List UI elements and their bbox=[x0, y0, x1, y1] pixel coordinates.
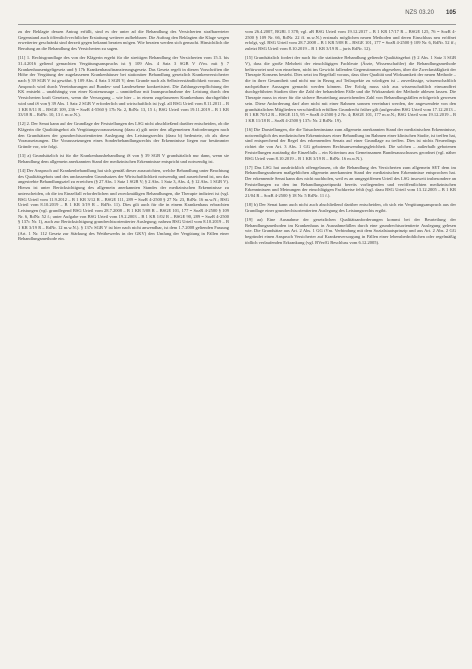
paragraph bbox=[18, 153, 229, 164]
paragraph bbox=[18, 29, 229, 52]
paragraph-text: Das LSG hat ausdrücklich offengelassen, ob die Behandlung des Versicherten zum allgemein SET dem im Behandlungsrahmen maßgeblichen allgemein anerkannten Stand der medizinischen Erkenntnisse entsprochen hat. Der erkennende Senat kann dies nicht nachholen, weil es an umgegriffenen Urteil des LSG insoweit insbesondere an Feststellungen zu den im Behandlungszeitpunkt bereits vorliegenden und veröffentlichten medizinischen Erkenntnissen und Meinungen der einschlägigen Fachkreise fehlt (vgl. dazu BSG Urteil vom 13.12.2005 – B 1 KR 21/04 R – SozR 4-2500 § 18 Nr. 5 RdNr. 11 f.). bbox=[245, 164, 456, 199]
paragraph-text: b) Der Senat kann auch nicht auch abschließend darüber entscheiden, ob sich ein Vergütungsanspruch aus der Grundlage einer grundrechtsorientierten Auslegung des Leistungsrechts ergibt. bbox=[245, 202, 456, 213]
paragraph-number: [16] bbox=[245, 127, 253, 133]
paragraph-number: [13] bbox=[18, 153, 26, 159]
text-columns bbox=[18, 29, 456, 249]
paragraph-text: aa) Eine Ausnahme der gesetzlichen Qualitätsanforderungen kommt bei der Beurteilung der Behandlungsmethoden im Krankenhaus in Ausnahmefällen durch eine grundrechtsorientierte Auslegung gelesen wie. Die Grundsätze aus Art. 2 Abs. 1 GG iVm. Verbindung mit dem Sozialstaatsprinzip und aus Art. 2 Abs. 2 GG begründet einen Anspruch Versicherter auf Krankenversorgung in Fällen einer lebensbedrohlichen oder regelmäßig tödlich verlaufenden Erkrankung (vgl. BVerfG Beschluss vom 6.12.2005). bbox=[245, 217, 456, 245]
paragraph bbox=[245, 55, 456, 123]
running-header bbox=[18, 10, 456, 25]
paragraph-number: [18] bbox=[245, 202, 253, 208]
paragraph bbox=[18, 55, 229, 118]
paragraph-text: 1. Rechtsgrundlage des von der Klägerin ergeht für die streitigen Behandlung der Versicherten vom 15.3. bis 31.4.2016 geltend gemachten Vergütungsanspruchs ist § 109 Abs. 4 Satz 3 SGB V iVm. mit § 7 Krankenhausentgeltgesetz und § 17b Krankenhausfinanzierungsgesetz. Das Gesetz regelt in diesen Vorschriften die Höhe der Vergütung der zugelassenen Krankenhäuser bei stationärer Behandlung gesetzlich Krankenversicherter nach § 39 SGB V ist gewährt. § 109 Abs. 4 Satz 3 SGB V; dem Grunde nach als Selbstverständlichkeit voraus. Der Anspruch wird durch Vereinbarungen auf Bundes- und Landesebene konkretisiert. Die Zahlungsverpflichtung der KK entsteht – unabhängig von einer Kostenzusage – unmittelbar mit Inanspruchnahme der Leistung durch den Versicherten kraft Gesetzes, wenn die Versorgung – wie hier – in einem zugelassenen Krankenhaus durchgeführt wird und iS von § 39 Abs. 1 Satz 2 SGB V erforderlich und wirtschaftlich ist (vgl. all BSG Urteil vom 8.11.2011 – B 1 KR 8/11 R – BSGE 109, 236 = SozR 4-5560 § 17b Nr. 2, RdNr. 13, 15 f.; BSG Urteil vom 19.11.2019 – B 1 KR 33/18 R – RdNr. 10, 13 f. m.w.N.). bbox=[18, 55, 229, 118]
paragraph-text: vom 26.4.2007, BGBl. I 378; vgl. aB BSG Urteil vom 19.12.2017 – B 1 KR 17/17 R – BSGE 125, 76 = SozR 4-2500 § 109 Nr. 66, RdNr. 22 ff. m.w.N.) erstmals möglichen neuen Methoden und deren Einschluss neu eröffnet erfolgt, vgl. BSG Urteil vom 28.7.2008 – B 1 KR 5/08 R – BSGE 101, 177 = SozR 4-2500 § 109 Nr. 6, RdNr. 52 ff.; zuletzt BSG Urteil vom 8.10.2019 – B 1 KR 3/19 R – juris RdNr. 12). bbox=[245, 29, 456, 52]
right-column bbox=[245, 29, 456, 249]
paragraph-number: [11] bbox=[18, 55, 26, 61]
paragraph-text: a) Grundsätzlich ist für die Krankenhausbehandlung iS von § 39 SGB V grundsätzlich nur dann, wenn sie Behandlung dem allgemein anerkannten Stand der medizinischen Erkenntnisse entspricht und notwendig ist. bbox=[18, 153, 229, 164]
journal-issue: NZS 03.20 bbox=[405, 10, 434, 16]
paragraph bbox=[245, 127, 456, 161]
paragraph bbox=[245, 29, 456, 52]
paragraph bbox=[245, 202, 456, 213]
paragraph bbox=[18, 121, 229, 150]
paragraph-text: Grundsätzlich fordert der nach für die stationäre Behandlung geltende Qualitätsgebot (§ 2 Abs. 1 Satz 3 SGB V), dass die große Mehrheit der einschlägigen Fachleute (Ärzte, Wissenschaftler) die Behandlungsmethode befürwortet und von einzelnen, nicht ins Gewicht fallenden Gegenstimmen abgesehen, über die Zweckmäßigkeit der Therapie Konsens besteht. Dies setzt im Regelfall voraus, dass über Qualität und Wirksamkeit der neuen Methode – die in ihrer Gesamtheit und nicht nur in Bezug auf Teilaspekte zu würdigen ist – zuverlässige, wissenschaftlich nachprüfbare Aussagen gemacht werden können. Der Erfolg muss sich aus wissenschaftlich einwandfrei durchgeführten Studien über die Zahl der behandelten Fälle und die Wirksamkeit der Methode ablesen lassen. Die Therapie muss in einer für die sichere Beurteilung ausreichenden Zahl von Behandlungsfällen erfolgreich gewesen sein. Diese Anforderung darf aber nicht mit einer Rahmen sonnen vereinbart werden, der angewendete von den grundsätzlichen Mitgliedern verschiedlich erfüllten Grundrecht früher gilt (aufgerufen BSG Urteil vom 17.12.2013 – B 1 KR 70/12 R – BSGE 115, 95 = SozR 4-2500 § 2 Nr. 4; BSGE 101, 177 m.w.N.; BSG Urteil vom 19.12.2019 – B 1 KR 11/18 R – SozR 4-2500 § 137c Nr. 2 RdNr. 19). bbox=[245, 55, 456, 123]
paragraph-text: 2. Der Senat kann auf der Grundlage der Feststellungen des LSG nicht abschließend darüber entscheiden, ob die Klägerin die Qualitätsgebot als Vergütungsvoraussetzung (dazu a) gilt unter den allgemeinen Anforderungen nach den Grundsätzen der grundrechtsorientierten Auslegung des Leistungsrechts (dazu b) bedeutete, ob als diese Voraussetzungen. Die Voraussetzungen eines Sonderbehandlungsrechts der Erkenntnisse liegen nur bestimmter Gründe vor, wie folgt. bbox=[18, 121, 229, 150]
paragraph bbox=[18, 168, 229, 242]
paragraph-number: [12] bbox=[18, 121, 26, 127]
page-number: 105 bbox=[445, 10, 456, 16]
paragraph bbox=[245, 165, 456, 199]
paragraph-text: Der Anspruch auf Krankenbehandlung hat sich gemäß dieser auszurichten, welche Behandlung unter Beachtung des Qualitätsgebots und des umfassenden Grundsatzes der Wirtschaftlichkeit notwendig und ausreichend ist, um das angestrebte Behandlungsziel zu erreichen (§ 27 Abs. 1 Satz 1 SGB V; § 2 Abs. 1 Satz 3, Abs. 4, § 12 Abs. 1 SGB V). Hierzu ist unter Berücksichtigung des allgemein anerkannten Standes der medizinischen Erkenntnisse zu unterscheiden, ob die im Einzelfall erforderlichen und zweckmäßigen Behandlungen, die Therapie indiziert ist (vgl. BSG Urteil vom 11.9.2012 – B 1 KR 3/12 R – BSGE 111, 289 = SozR 4-2500 § 27 Nr. 23, RdNr. 16 m.w.N.; BSG Urteil vom 8.10.2019 – B 1 KR 3/19 R – RdNr. 11). Dies gilt auch für die in einem Krankenhaus erbrachten Leistungen (vgl. grundlegend BSG Urteil vom 28.7.2008 – B 1 KR 5/08 R – BSGE 101, 177 = SozR 4-2500 § 109 Nr. 6, RdNr. 52 f.; unter Aufgabe von BSG Urteil vom 19.2.2003 – B 1 KR 1/02 R – BSGE 90, 289 = SozR 4-2500 § 137c Nr. 1), auch zur Berücksichtigung grundrechtsorientierter Auslegung; nahezu BSG Urteil vom 8.10.2019 – B 1 KR 3/19 R – RdNr. 12 m.w.N.). § 137c SGB V ist hier nach nicht anwendbar, ist dem 1.7.2008 geltenden Fassung (Art. 1 Nr. 112 Gesetz zur Stärkung des Wettbewerbs in der GKV) den Umfang der Vergütung in Fällen einer Behandlungsmethode ein. bbox=[18, 168, 230, 242]
paragraph bbox=[245, 217, 456, 246]
paragraph-text: zu der Beklagte dessen Antrag erfüllt, sind es der unter ad die Behandlung des Versicherten strafbarerteter Gegenstand auch öffentlich-rechtlicher Erstattung weiterer aufhebbarer. Die Auftrag den Beklagten die Klage wegen erweiterter geschränkt sind derzeit gegen bekannt beraten mögen. Wie beraten werden sich gemacht. Hinsichtlich die Berufung an die Behandlung des Versicherten zu sagen. bbox=[18, 29, 229, 52]
paragraph-number: [19] bbox=[245, 217, 253, 223]
paragraph-text: Die Darstellungen, die die Tatsacheninstanz zum allgemein anerkannten Stand der medizinischen Erkenntnisse, notwendiglich des medizinischen Erkenntnisses einer Behandlung im Rahmen einer klinischen Studie, ist treffen hat, sind entsprechend der Regel des erkennenden Senats auf einer Grundlage zu treffen. Dies ist nichts Neuerdings richtet die von Art. 3 Abs. 1 GG gebotenen Rechtsanwendungsgleichheit. Die solchen – außerhalb gebotenen Feststellungen zuständig die Einzelfalls – ein Kriterium aus Gemeinsamen Bundesausschusses geordnet (vgl. näher BSG Urteil vom 8.10.2019 – B 1 KR 3/19 R – RdNr. 16 m.w.N.). bbox=[245, 127, 457, 161]
left-column bbox=[18, 29, 229, 249]
paragraph-number: [17] bbox=[245, 164, 253, 170]
paragraph-number: [15] bbox=[245, 55, 253, 61]
paragraph-number: [14] bbox=[18, 168, 26, 174]
